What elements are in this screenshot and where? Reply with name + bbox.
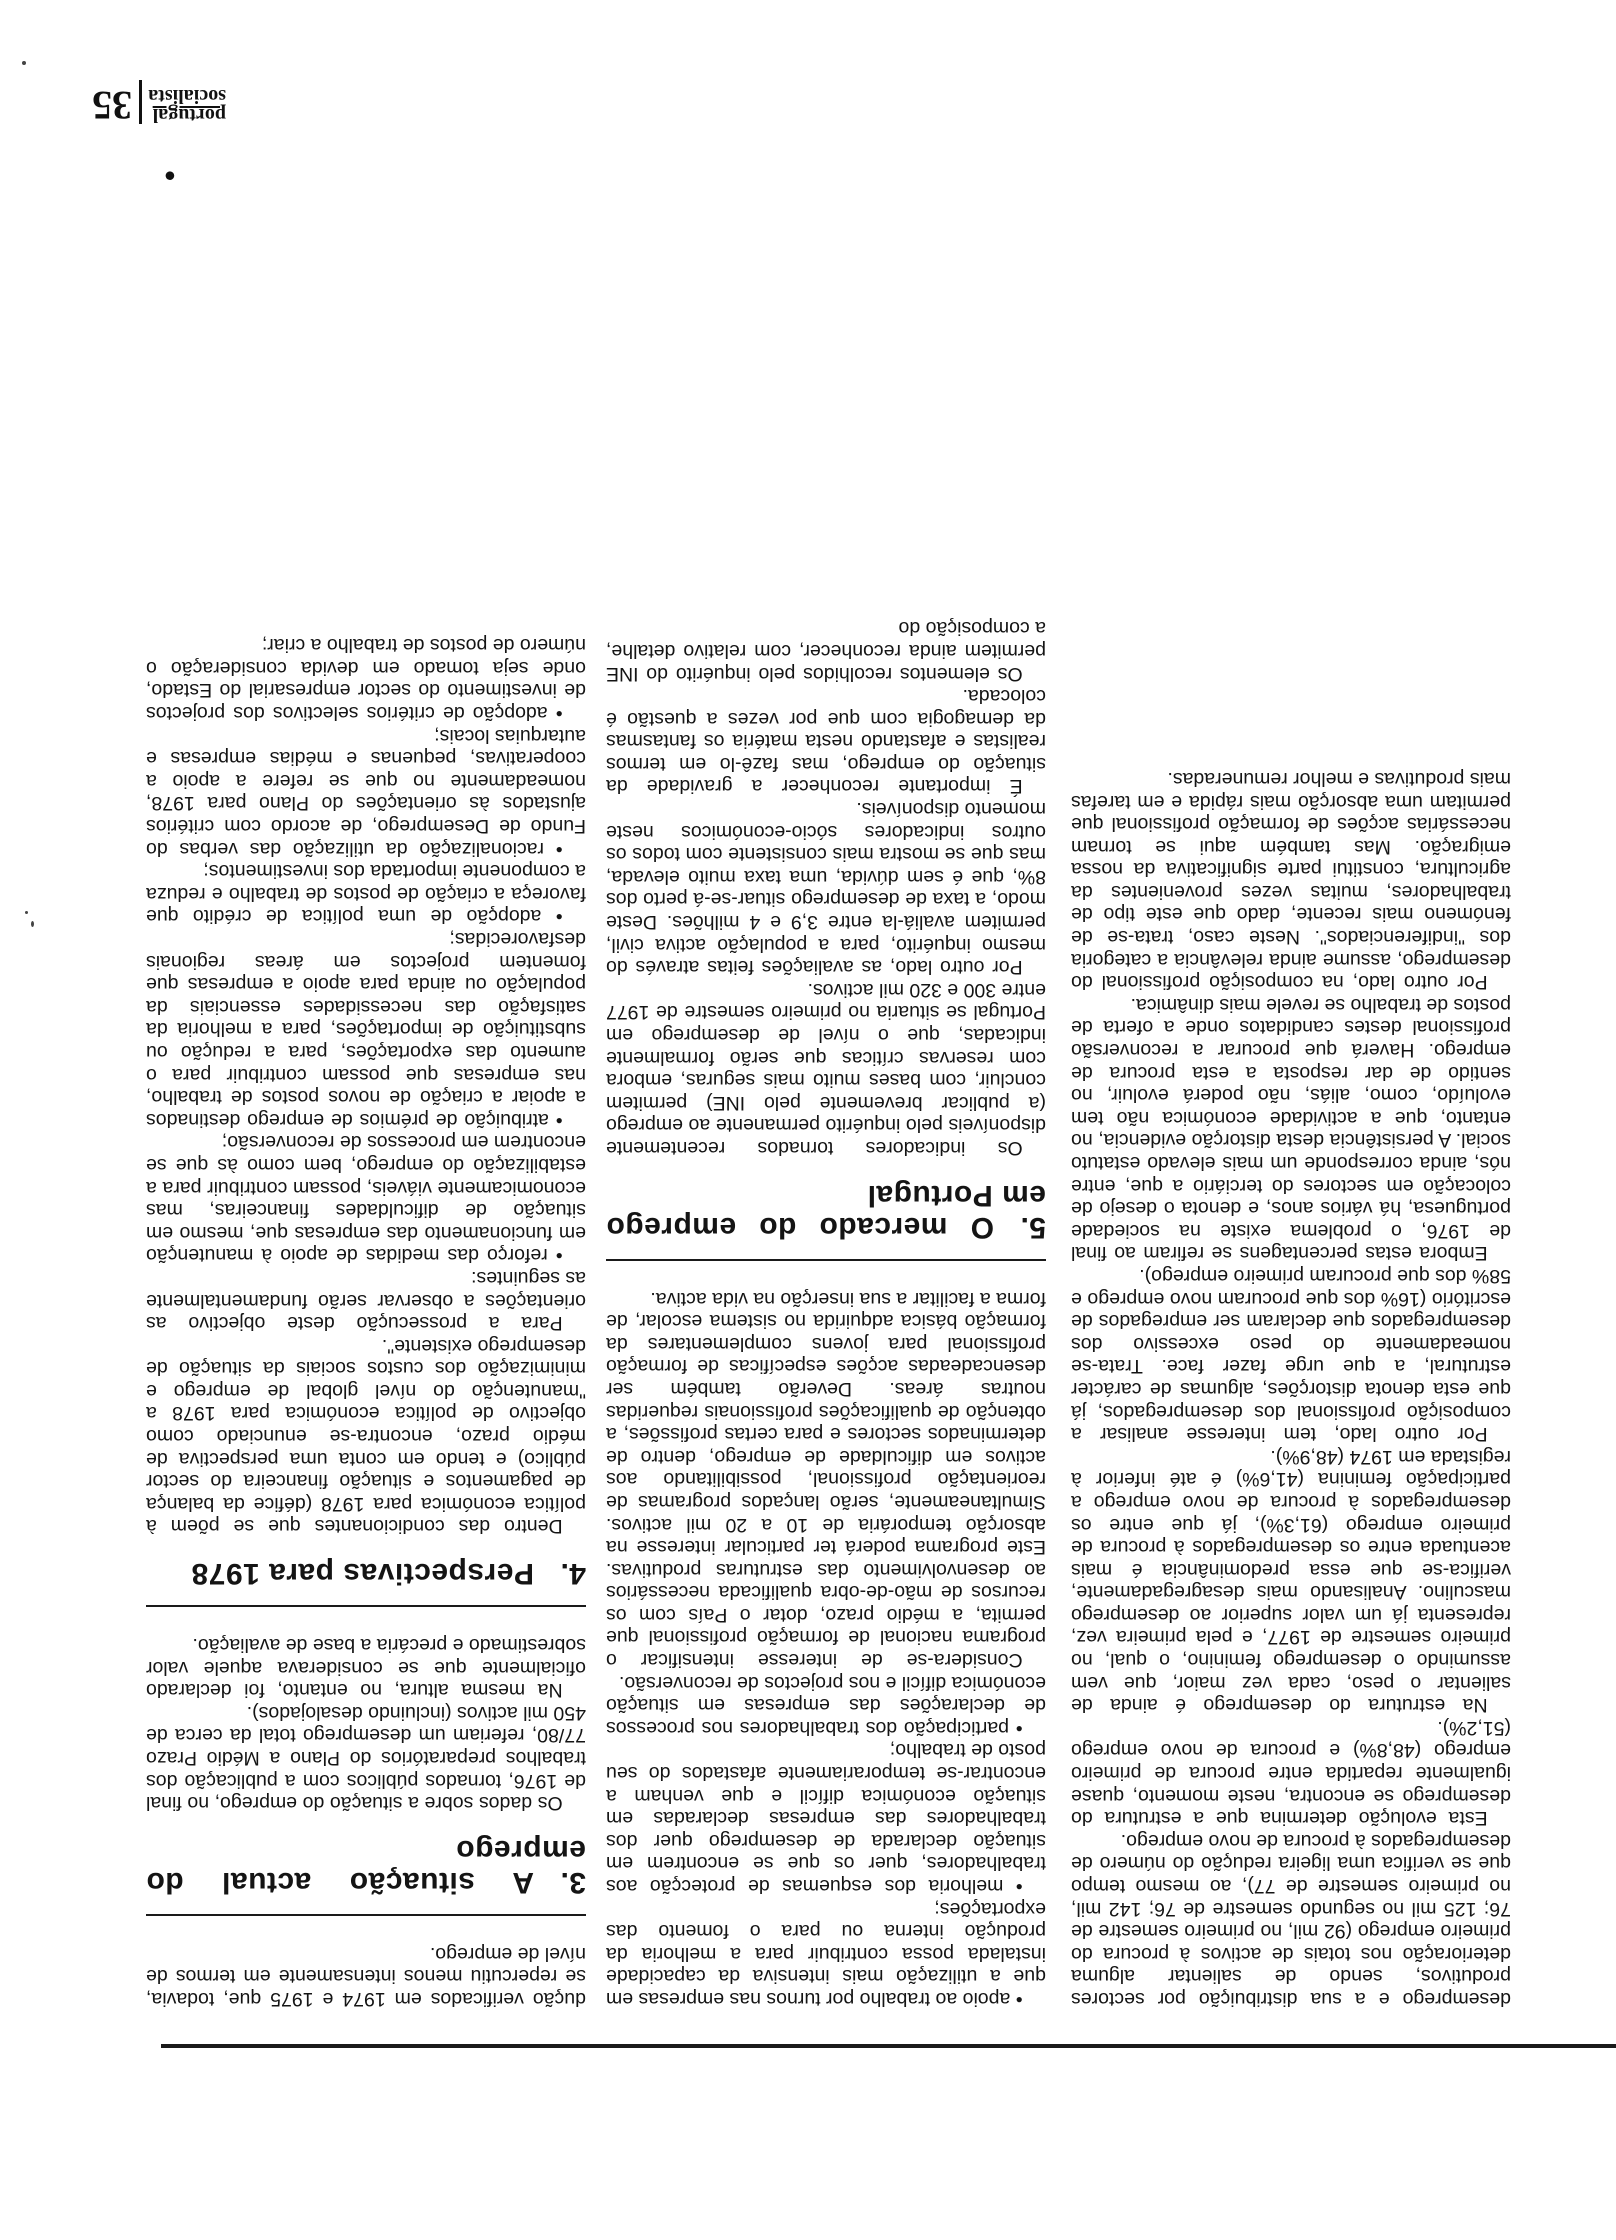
paragraph: Na estrutura do desemprego é ainda de salientar o peso, cada vez maior, que vem assumindo o desemprego feminino, o qual, no primeiro semestre de 1977, e pela primeira vez, representa já um valor superior ao desemprego masculino. Analisando mais desagregadamente, verifica-se que essa predominância é mais acentuada entre os desempregados à procura de primeiro emprego (61,3%), já que entre os desempregados à procura de novo emprego a participação feminina (41,6%) é até inferior à registada em 1974 (48,9%).	[1071, 1445, 1511, 1717]
end-of-article-mark: ●	[163, 165, 176, 187]
paragraph: Considera-se de interesse intensificar o programa nacional de formação profissional que permita, a médio prazo, dotar o País com os recursos de mão-de-obra qualificada necessários ao desenvolvimento das estruturas produtivas. Este programa poderá ter particular interesse na absorção temporária de 10 a 20 mil activos. Simultaneamente, serão lançados programas de reorientação profissional, possibilitando aos activos em dificuldade de emprego, dentro de determinados sectores e para certas profissões, a obtenção de qualificações profissionais requeridas noutras áreas. Deverão também ser desencadeadas acções específicas de formação profissional para jovens complementares da formação básica adquirida no sistema escolar, de forma a facilitar a sua inserção na vida activa.	[606, 1287, 1046, 1672]
column-3	[1071, 767, 1511, 2010]
bullet-item: • atribuição de prémios de emprego destinados a apoiar a criação de novos postos de trabalho, nas empresas que possam contribuir para o aumento das exportações, para a redução ou substituição de importações, para a melhoria da satisfação das necessidades essenciais da população ou ainda para apoio a empresas que fomentem projectos em áreas regionais desfavorecidas;	[146, 928, 586, 1131]
footer-divider	[139, 80, 142, 124]
publication-name-line1: portugal	[152, 104, 226, 126]
bullet-item: • adopção de uma política de crédito que favoreça a criação de postos de trabalho e reduza a componente importada dos investimentos;	[146, 860, 586, 928]
paragraph: É importante reconhecer a gravidade da situação do emprego, mas fazê-lo em termos realistas e afastando nesta matéria os fantasmas da demagogia com que por vezes a questão é colocada.	[606, 685, 1046, 798]
scan-speck	[25, 911, 28, 914]
top-rule	[161, 2044, 1616, 2048]
section-4-heading	[146, 1557, 586, 1607]
paragraph: Os indicadores tornados recentemente disponíveis pelo inquérito permanente ao emprego (a publicar brevemente pelo INE) permitem concluir, com bases muito mais seguras, embora com reservas críticas que serão formalmente indicadas, que o nível de desemprego em Portugal se situaria no primeiro semestre de 1977 entre 300 e 320 mil activos.	[606, 978, 1046, 1159]
paragraph: Por outro lado, tem interesse analisar a composição profissional dos desempregados, já que esta denota distorções, algumas de carácter estrutural, a que urge fazer face. Trata-se nomeadamente do peso excessivo dos desempregados que declaram ser empregados de escritório (16% dos que procuram novo emprego e 58% dos que procuram primeiro emprego).	[1071, 1265, 1511, 1446]
paragraph: Embora estas percentagens se refiram ao final de 1976, o problema existe na sociedade portuguesa, há vários anos, e denota o desejo de colocação em sectores do terciário a que, entre nós, ainda corresponde um mais elevado estatuto social. A persistência desta distorção evidencia, no entanto, que a actividade económica não tem evoluído, como, aliás, não poderá evoluir, no sentido de dar resposta a esta procura de emprego. Haverá que procurar a reconversão profissional destes candidatos onde a oferta de postos de trabalho se revele mais dinâmica.	[1071, 993, 1511, 1265]
paragraph: Os elementos recolhidos pelo inquérito do INE permitem ainda reconhecer, com relativo detalhe, a composição do	[606, 617, 1046, 685]
section-title-text: A situação actual do emprego	[146, 1834, 586, 1900]
paragraph: desemprego e a sua distribuição por sectores produtivos, sendo de salientar alguma deterioração nos totais de activos à procura do primeiro emprego (92 mil, no primeiro semestre de 76; 125 mil no segundo semestre de 76; 142 mil, no primeiro semestre de 77), ao mesmo tempo que se verifica uma ligeira redução do número de desempregados à procura de novo emprego.	[1071, 1829, 1511, 2010]
bullet-item: • melhoria dos esquemas de protecção aos trabalhadores, quer os que se encontrem em situação declarada de desemprego quer dos trabalhadores das empresas declaradas em situação económica difícil e que venham a encontrar-se temporariamente afastados do seu posto de trabalho;	[606, 1739, 1046, 1898]
section-5-heading	[606, 1179, 1046, 1261]
paragraph: Esta evolução determina que a estrutura do desemprego se encontra, neste momento, quase igualmente repartida entre procura de primeiro emprego (48,8%) e procura de novo emprego (51,2%).	[1071, 1716, 1511, 1830]
publication-logo	[148, 86, 226, 124]
section-number: 3.	[559, 1866, 586, 1900]
section-title-text: Perspectivas para 1978	[191, 1557, 534, 1591]
scan-speck	[31, 921, 34, 927]
bullet-item: • racionalização da utilização das verbas do Fundo de Desemprego, de acordo com critérios ajustados às orientações do Plano para 1978, nomeadamente no que se refere a apoio a cooperativas, pequenas e médias empresas e autarquias locais;	[146, 724, 586, 860]
bullet-item: • adopção de critérios selectivos dos projectos de investimento do sector empresarial do Estado, onde seja tomado em devida consideração o número de postos de trabalho a criar;	[146, 634, 586, 725]
column-2	[606, 617, 1046, 2010]
section-3-heading	[146, 1834, 586, 1916]
paragraph: Dentro das condicionantes que se põem à política económica para 1978 (défice da balança de pagamentos e situação financeira do sector público) e tendo em conta uma perspectiva de médio prazo, encontra-se enunciado como objectivo de política económica para 1978 a "manutenção do nível global de emprego e minimização dos custos sociais da situação de desemprego existente".	[146, 1334, 586, 1538]
page-footer	[56, 68, 226, 128]
publication-name-line2: socialista	[148, 85, 226, 107]
paragraph: Os dados sobre a situação do emprego, no final de 1976, tornados públicos com a publicação dos trabalhos preparatórios do Plano a Médio Prazo 77/80, referiam um desemprego total da cerca de 450 mil activos (incluindo desalojados).	[146, 1701, 586, 1815]
bullet-item: • reforço das medidas de apoio à manutenção em funcionamento das empresas que, mesmo em situação de dificuldades financeiras, mas economicamente viáveis, possam contribuir para a estabilização do emprego, bem como às que se encontrem em processos de reconversão;	[146, 1131, 586, 1267]
paragraph: Por outro lado, as avaliações feitas através do mesmo inquérito, para a população activa civil, permitem avaliá-la entre 3,9 e 4 milhões. Deste modo, a taxa de desemprego situar-se-á perto dos 8%, que é sem dúvida, uma taxa muito elevada, mas que se mostra mais consistente com todos os outros indicadores sócio-económicos neste momento disponíveis.	[606, 798, 1046, 979]
page-number: 35	[92, 83, 132, 128]
section-title	[146, 1834, 586, 1898]
section-title	[606, 1179, 1046, 1243]
section-number: 5.	[1019, 1211, 1046, 1244]
paragraph: Na mesma altura, no entanto, foi declarado oficialmente que se considerava aquele valor sobrestimado e precária a base de avaliação.	[146, 1634, 586, 1702]
paragraph: Para a prossecução deste objectivo as orientações a observar serão fundamentalmente as seguintes:	[146, 1266, 586, 1335]
section-number: 4.	[559, 1557, 586, 1591]
section-title-text: O mercado do emprego em Portugal	[606, 1179, 1046, 1244]
bullet-item: • apoio ao trabalho por turnos nas empresas em que a utilização mais intensiva da capacidade instalada possa contribuir para a melhoria da produção interna ou para o fomento das exportações;	[606, 1897, 1046, 2010]
scan-speck	[22, 61, 26, 65]
column-1	[146, 634, 586, 2010]
paragraph: dução verificados em 1974 e 1975 que, todavia, se repercutiu menos intensamente em termos de nível de emprego.	[146, 1942, 586, 2010]
paragraph: Por outro lado, na composição profissional do desemprego, assume ainda relevância a categoria dos "indiferenciados". Neste caso, trata-se de fenómeno mais recente, dado que este tipo de trabalhadores, muitas vezes provenientes da agricultura, constitui parte significativa da nossa emigração. Mas também aqui se tornam necessárias acções de formação profissional que permitam uma absorção mais rápida e em tarefas mais produtivas e melhor remuneradas.	[1071, 767, 1511, 994]
section-title	[146, 1557, 586, 1589]
bullet-item: • participação dos trabalhadores nos processos de declarações das empresas em situação económica difícil e nos projectos de reconversão.	[606, 1671, 1046, 1739]
